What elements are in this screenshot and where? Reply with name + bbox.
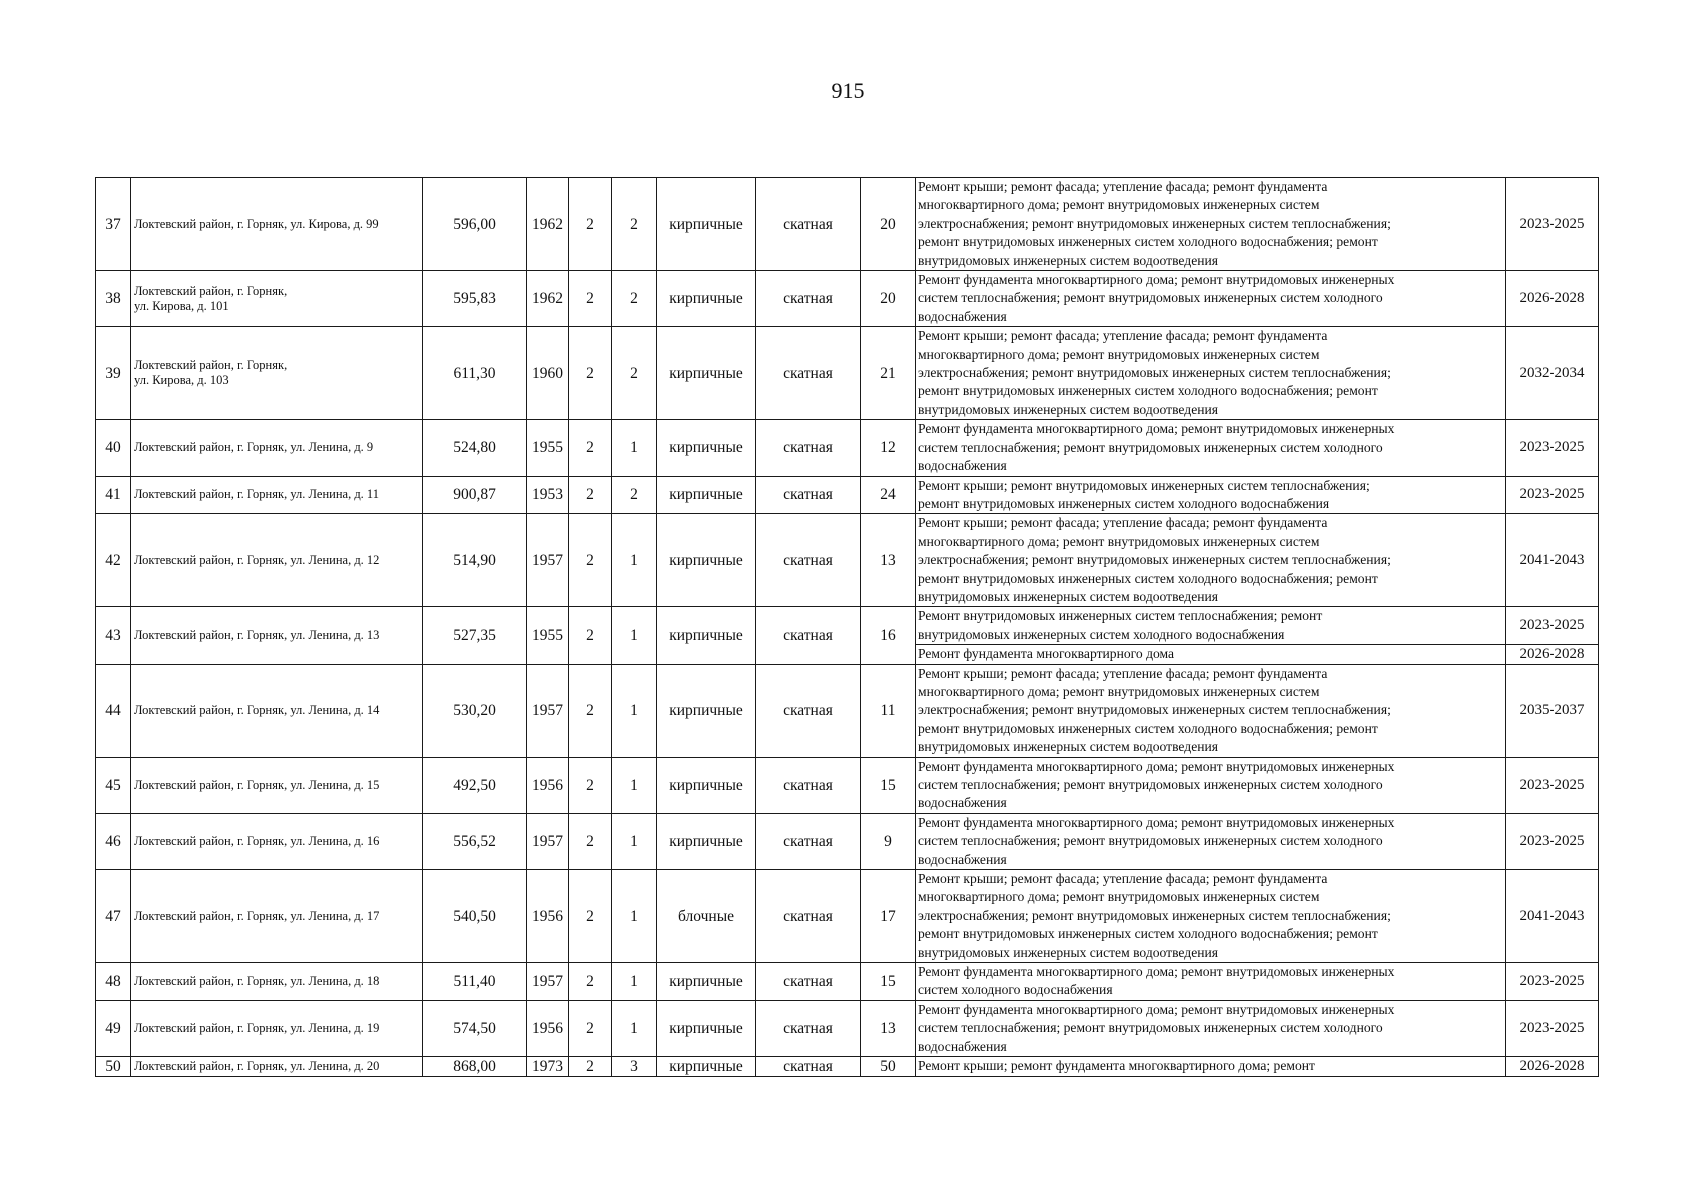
repair-works-line: ремонт внутридомовых инженерных систем холодного водоснабжения; ремонт [918, 383, 1378, 399]
repair-works-cell [916, 327, 1506, 420]
repair-works-line: Ремонт фундамента многоквартирного дома; ремонт внутридомовых инженерных [918, 421, 1395, 437]
repair-works-line: электроснабжения; ремонт внутридомовых инженерных систем теплоснабжения; [918, 365, 1391, 381]
area-cell: 511,40 [423, 963, 527, 1001]
repair-works-line: ремонт внутридомовых инженерных систем холодного водоснабжения; ремонт [918, 234, 1378, 250]
repair-works-cell [916, 178, 1506, 271]
walls-material-cell: кирпичные [657, 607, 756, 664]
table-wrapper [95, 177, 1599, 1077]
repair-works-line: Ремонт фундамента многоквартирного дома; ремонт внутридомовых инженерных [918, 272, 1395, 288]
repair-works-line: систем теплоснабжения; ремонт внутридомовых инженерных систем холодного [918, 439, 1383, 455]
row-number: 49 [96, 1000, 131, 1056]
year-cell: 1957 [527, 664, 569, 757]
entrances-cell: 2 [612, 476, 657, 514]
walls-material-cell: кирпичные [657, 813, 756, 869]
repair-works-line: систем теплоснабжения; ремонт внутридомовых инженерных систем холодного [918, 777, 1383, 792]
walls-material-cell: кирпичные [657, 1057, 756, 1076]
floors-cell: 2 [569, 514, 612, 607]
row-number: 50 [96, 1057, 131, 1076]
row-number: 41 [96, 476, 131, 514]
entrances-cell: 1 [612, 607, 657, 664]
row-number: 47 [96, 870, 131, 963]
row-number: 43 [96, 607, 131, 664]
repair-works-line: систем теплоснабжения; ремонт внутридомовых инженерных систем холодного [918, 1020, 1383, 1036]
repair-works-line: систем теплоснабжения; ремонт внутридомовых инженерных систем холодного [918, 290, 1383, 306]
repair-works-line: внутридомовых инженерных систем водоотведения [918, 401, 1219, 417]
period-cell: 2023-2025 [1506, 757, 1599, 813]
roof-type-cell: скатная [756, 327, 861, 420]
repair-works-line: электроснабжения; ремонт внутридомовых инженерных систем теплоснабжения; [918, 552, 1391, 568]
address-cell: Локтевский район, г. Горняк, ул. Ленина, д. 18 [131, 963, 423, 1001]
year-cell: 1956 [527, 757, 569, 813]
apartments-cell: 11 [861, 664, 916, 757]
address-cell: Локтевский район, г. Горняк, ул. Кирова, д. 103 [131, 327, 423, 420]
year-cell: 1955 [527, 607, 569, 664]
walls-material-cell: блочные [657, 870, 756, 963]
area-cell: 556,52 [423, 813, 527, 869]
year-cell: 1960 [527, 327, 569, 420]
repair-works-line: многоквартирного дома; ремонт внутридомовых инженерных систем [918, 683, 1320, 699]
address-cell: Локтевский район, г. Горняк, ул. Ленина, д. 14 [131, 664, 423, 757]
repair-works-line: систем теплоснабжения; ремонт внутридомовых инженерных систем холодного [918, 833, 1383, 849]
housing-registry-table [95, 177, 1599, 1077]
table-row [96, 664, 1599, 757]
row-number: 40 [96, 420, 131, 476]
roof-type-cell: скатная [756, 1000, 861, 1056]
table-row [96, 1057, 1599, 1076]
period-cell: 2023-2025 [1506, 963, 1599, 1001]
roof-type-cell: скатная [756, 870, 861, 963]
repair-works-line: Ремонт крыши; ремонт фасада; утепление фасада; ремонт фундамента [918, 179, 1328, 194]
repair-works-line: Ремонт крыши; ремонт внутридомовых инженерных систем теплоснабжения; [918, 477, 1370, 493]
address-cell: Локтевский район, г. Горняк, ул. Ленина, д. 13 [131, 607, 423, 664]
repair-works-line: водоснабжения [918, 1038, 1007, 1054]
repair-works-cell [916, 1057, 1506, 1076]
row-number: 38 [96, 271, 131, 327]
row-number: 46 [96, 813, 131, 869]
period-cell: 2023-2025 [1506, 1000, 1599, 1056]
entrances-cell: 2 [612, 178, 657, 271]
row-number: 48 [96, 963, 131, 1001]
repair-works-cell [916, 757, 1506, 813]
period-cell: 2023-2025 [1506, 420, 1599, 476]
repair-works-cell [916, 664, 1506, 757]
walls-material-cell: кирпичные [657, 271, 756, 327]
floors-cell: 2 [569, 963, 612, 1001]
repair-works-line: электроснабжения; ремонт внутридомовых инженерных систем теплоснабжения; [918, 215, 1391, 231]
apartments-cell: 13 [861, 1000, 916, 1056]
apartments-cell: 50 [861, 1057, 916, 1076]
repair-works-line: Ремонт крыши; ремонт фасада; утепление фасада; ремонт фундамента [918, 515, 1328, 531]
repair-works-line: внутридомовых инженерных систем водоотведения [918, 588, 1219, 604]
year-cell: 1973 [527, 1057, 569, 1076]
table-row [96, 870, 1599, 963]
year-cell: 1953 [527, 476, 569, 514]
roof-type-cell: скатная [756, 420, 861, 476]
table-row [96, 813, 1599, 869]
entrances-cell: 1 [612, 757, 657, 813]
table-row [96, 607, 1599, 645]
table-row [96, 476, 1599, 514]
address-cell: Локтевский район, г. Горняк, ул. Ленина, д. 16 [131, 813, 423, 869]
address-cell: Локтевский район, г. Горняк, ул. Ленина, д. 12 [131, 514, 423, 607]
year-cell: 1962 [527, 178, 569, 271]
repair-works-line: Ремонт внутридомовых инженерных систем теплоснабжения; ремонт [918, 608, 1323, 624]
repair-works-line: ремонт внутридомовых инженерных систем холодного водоснабжения [918, 495, 1330, 511]
period-cell: 2023-2025 [1506, 178, 1599, 271]
address-cell: Локтевский район, г. Горняк, ул. Ленина, д. 9 [131, 420, 423, 476]
row-number: 44 [96, 664, 131, 757]
repair-works-line: многоквартирного дома; ремонт внутридомовых инженерных систем [918, 346, 1320, 362]
repair-works-cell [916, 607, 1506, 645]
entrances-cell: 1 [612, 664, 657, 757]
area-cell: 595,83 [423, 271, 527, 327]
floors-cell: 2 [569, 1057, 612, 1076]
repair-works-line: Ремонт крыши; ремонт фасада; утепление фасада; ремонт фундамента [918, 665, 1328, 681]
area-cell: 596,00 [423, 178, 527, 271]
period-cell: 2023-2025 [1506, 476, 1599, 514]
floors-cell: 2 [569, 178, 612, 271]
repair-works-cell [916, 420, 1506, 476]
repair-works-line: многоквартирного дома; ремонт внутридомовых инженерных систем [918, 197, 1320, 213]
walls-material-cell: кирпичные [657, 178, 756, 271]
floors-cell: 2 [569, 607, 612, 664]
repair-works-cell [916, 476, 1506, 514]
roof-type-cell: скатная [756, 514, 861, 607]
period-cell: 2023-2025 [1506, 813, 1599, 869]
apartments-cell: 20 [861, 178, 916, 271]
repair-works-cell [916, 813, 1506, 869]
floors-cell: 2 [569, 327, 612, 420]
repair-works-line: Ремонт крыши; ремонт фасада; утепление фасада; ремонт фундамента [918, 871, 1328, 887]
page-number: 915 [831, 78, 865, 103]
table-row [96, 327, 1599, 420]
repair-works-line: многоквартирного дома; ремонт внутридомовых инженерных систем [918, 533, 1320, 549]
roof-type-cell: скатная [756, 1057, 861, 1076]
repair-works-line: водоснабжения [918, 795, 1007, 811]
table-row [96, 963, 1599, 1001]
walls-material-cell: кирпичные [657, 420, 756, 476]
year-cell: 1955 [527, 420, 569, 476]
area-cell: 514,90 [423, 514, 527, 607]
roof-type-cell: скатная [756, 757, 861, 813]
period-cell: 2041-2043 [1506, 870, 1599, 963]
floors-cell: 2 [569, 1000, 612, 1056]
roof-type-cell: скатная [756, 178, 861, 271]
repair-works-cell [916, 271, 1506, 327]
period-cell: 2026-2028 [1506, 645, 1599, 664]
apartments-cell: 16 [861, 607, 916, 664]
entrances-cell: 2 [612, 271, 657, 327]
apartments-cell: 15 [861, 757, 916, 813]
floors-cell: 2 [569, 870, 612, 963]
walls-material-cell: кирпичные [657, 963, 756, 1001]
walls-material-cell: кирпичные [657, 476, 756, 514]
entrances-cell: 1 [612, 514, 657, 607]
floors-cell: 2 [569, 271, 612, 327]
address-cell: Локтевский район, г. Горняк, ул. Ленина, д. 17 [131, 870, 423, 963]
area-cell: 574,50 [423, 1000, 527, 1056]
floors-cell: 2 [569, 476, 612, 514]
area-cell: 868,00 [423, 1057, 527, 1076]
repair-works-cell [916, 1000, 1506, 1056]
floors-cell: 2 [569, 664, 612, 757]
entrances-cell: 3 [612, 1057, 657, 1076]
period-cell: 2026-2028 [1506, 1057, 1599, 1076]
repair-works-line: Ремонт фундамента многоквартирного дома [918, 646, 1175, 662]
period-cell: 2035-2037 [1506, 664, 1599, 757]
apartments-cell: 20 [861, 271, 916, 327]
year-cell: 1957 [527, 514, 569, 607]
apartments-cell: 17 [861, 870, 916, 963]
floors-cell: 2 [569, 420, 612, 476]
apartments-cell: 12 [861, 420, 916, 476]
address-cell: Локтевский район, г. Горняк, ул. Ленина, д. 19 [131, 1000, 423, 1056]
floors-cell: 2 [569, 757, 612, 813]
year-cell: 1956 [527, 1000, 569, 1056]
table-row [96, 757, 1599, 813]
entrances-cell: 1 [612, 1000, 657, 1056]
repair-works-line: водоснабжения [918, 851, 1007, 867]
area-cell: 527,35 [423, 607, 527, 664]
repair-works-line: многоквартирного дома; ремонт внутридомовых инженерных систем [918, 889, 1320, 905]
repair-works-line: внутридомовых инженерных систем водоотведения [918, 739, 1219, 755]
walls-material-cell: кирпичные [657, 327, 756, 420]
repair-works-line: Ремонт крыши; ремонт фасада; утепление фасада; ремонт фундамента [918, 328, 1328, 344]
repair-works-line: ремонт внутридомовых инженерных систем холодного водоснабжения; ремонт [918, 926, 1378, 942]
repair-works-line: Ремонт фундамента многоквартирного дома; ремонт внутридомовых инженерных [918, 964, 1395, 980]
walls-material-cell: кирпичные [657, 757, 756, 813]
roof-type-cell: скатная [756, 664, 861, 757]
walls-material-cell: кирпичные [657, 1000, 756, 1056]
address-cell: Локтевский район, г. Горняк, ул. Ленина, д. 20 [131, 1057, 423, 1076]
area-cell: 524,80 [423, 420, 527, 476]
roof-type-cell: скатная [756, 607, 861, 664]
area-cell: 900,87 [423, 476, 527, 514]
entrances-cell: 1 [612, 870, 657, 963]
apartments-cell: 9 [861, 813, 916, 869]
repair-works-cell [916, 870, 1506, 963]
walls-material-cell: кирпичные [657, 664, 756, 757]
repair-works-line: ремонт внутридомовых инженерных систем холодного водоснабжения; ремонт [918, 570, 1378, 586]
repair-works-line: Ремонт фундамента многоквартирного дома; ремонт внутридомовых инженерных [918, 814, 1395, 830]
row-number: 37 [96, 178, 131, 271]
table-row [96, 178, 1599, 271]
year-cell: 1962 [527, 271, 569, 327]
row-number: 42 [96, 514, 131, 607]
period-cell: 2026-2028 [1506, 271, 1599, 327]
period-cell: 2041-2043 [1506, 514, 1599, 607]
roof-type-cell: скатная [756, 476, 861, 514]
table-row [96, 420, 1599, 476]
entrances-cell: 1 [612, 420, 657, 476]
repair-works-line: внутридомовых инженерных систем водоотведения [918, 944, 1219, 960]
repair-works-cell [916, 514, 1506, 607]
year-cell: 1956 [527, 870, 569, 963]
area-cell: 530,20 [423, 664, 527, 757]
repair-works-cell [916, 963, 1506, 1001]
repair-works-line: электроснабжения; ремонт внутридомовых инженерных систем теплоснабжения; [918, 907, 1391, 923]
area-cell: 492,50 [423, 757, 527, 813]
period-cell: 2032-2034 [1506, 327, 1599, 420]
address-cell: Локтевский район, г. Горняк, ул. Кирова, д. 101 [131, 271, 423, 327]
address-cell: Локтевский район, г. Горняк, ул. Кирова, д. 99 [131, 178, 423, 271]
walls-material-cell: кирпичные [657, 514, 756, 607]
area-cell: 611,30 [423, 327, 527, 420]
floors-cell: 2 [569, 813, 612, 869]
repair-works-line: ремонт внутридомовых инженерных систем холодного водоснабжения; ремонт [918, 720, 1378, 736]
repair-works-line: Ремонт фундамента многоквартирного дома; ремонт внутридомовых инженерных [918, 758, 1395, 774]
area-cell: 540,50 [423, 870, 527, 963]
repair-works-cell [916, 645, 1506, 664]
repair-works-line: электроснабжения; ремонт внутридомовых инженерных систем теплоснабжения; [918, 702, 1391, 718]
table-row [96, 271, 1599, 327]
repair-works-line: систем холодного водоснабжения [918, 982, 1113, 998]
table-row [96, 1000, 1599, 1056]
entrances-cell: 1 [612, 963, 657, 1001]
address-cell: Локтевский район, г. Горняк, ул. Ленина, д. 11 [131, 476, 423, 514]
roof-type-cell: скатная [756, 271, 861, 327]
row-number: 39 [96, 327, 131, 420]
repair-works-line: внутридомовых инженерных систем холодного водоснабжения [918, 626, 1285, 642]
year-cell: 1957 [527, 963, 569, 1001]
repair-works-line: внутридомовых инженерных систем водоотведения [918, 252, 1219, 268]
repair-works-line: водоснабжения [918, 308, 1007, 324]
year-cell: 1957 [527, 813, 569, 869]
period-cell: 2023-2025 [1506, 607, 1599, 645]
entrances-cell: 2 [612, 327, 657, 420]
apartments-cell: 21 [861, 327, 916, 420]
roof-type-cell: скатная [756, 813, 861, 869]
address-cell: Локтевский район, г. Горняк, ул. Ленина, д. 15 [131, 757, 423, 813]
apartments-cell: 15 [861, 963, 916, 1001]
repair-works-line: водоснабжения [918, 458, 1007, 474]
entrances-cell: 1 [612, 813, 657, 869]
table-body [96, 178, 1599, 1077]
repair-works-line: Ремонт крыши; ремонт фундамента многоквартирного дома; ремонт [918, 1058, 1315, 1074]
repair-works-line: Ремонт фундамента многоквартирного дома; ремонт внутридомовых инженерных [918, 1001, 1395, 1017]
row-number: 45 [96, 757, 131, 813]
table-row [96, 514, 1599, 607]
roof-type-cell: скатная [756, 963, 861, 1001]
apartments-cell: 13 [861, 514, 916, 607]
apartments-cell: 24 [861, 476, 916, 514]
